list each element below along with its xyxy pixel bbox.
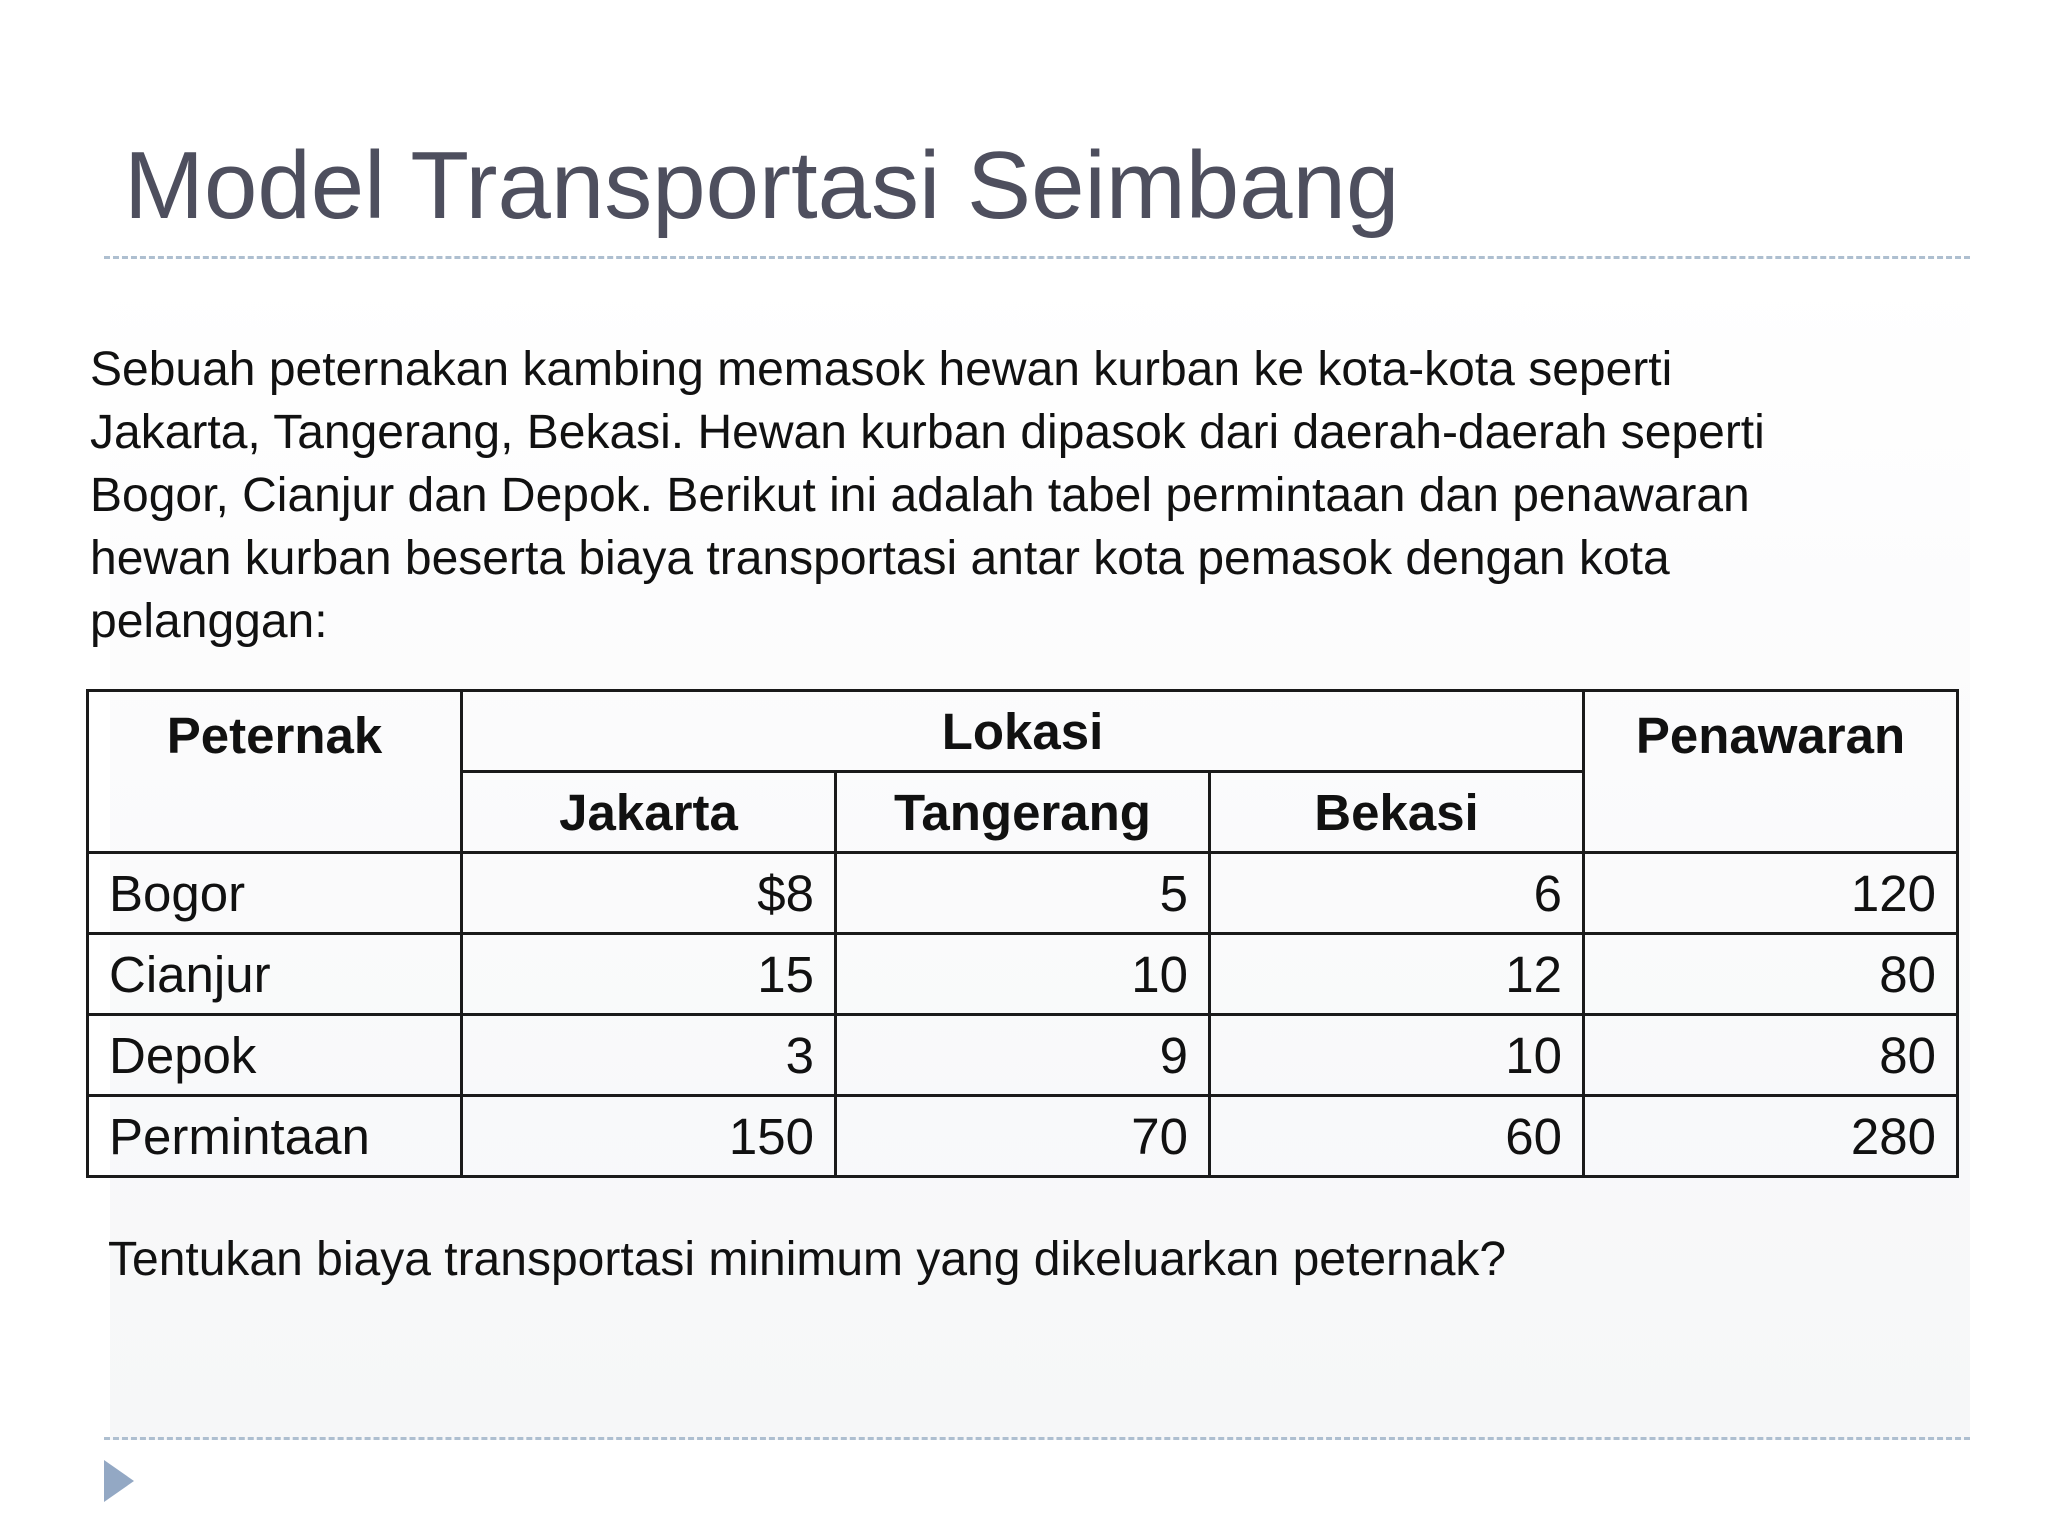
header-peternak: Peternak <box>88 691 462 853</box>
header-location: Tangerang <box>836 772 1210 853</box>
demand-cell: 60 <box>1210 1096 1584 1177</box>
table-row <box>88 853 1958 934</box>
supply-cell: 120 <box>1584 853 1958 934</box>
intro-paragraph <box>90 338 1970 653</box>
intro-line: Bogor, Cianjur dan Depok. Berikut ini adalah tabel permintaan dan penawaran <box>90 469 1750 522</box>
cost-cell: 5 <box>836 853 1210 934</box>
row-label: Cianjur <box>88 934 462 1015</box>
demand-cell: 150 <box>462 1096 836 1177</box>
intro-line: Jakarta, Tangerang, Bekasi. Hewan kurban dipasok dari daerah-daerah seperti <box>90 406 1765 459</box>
cost-cell: 9 <box>836 1015 1210 1096</box>
row-label: Bogor <box>88 853 462 934</box>
cost-cell: 15 <box>462 934 836 1015</box>
table-row-demand <box>88 1096 1958 1177</box>
supply-cell: 80 <box>1584 934 1958 1015</box>
row-label: Permintaan <box>88 1096 462 1177</box>
title-divider <box>104 256 1970 259</box>
footer-divider <box>104 1437 1970 1440</box>
header-lokasi: Lokasi <box>462 691 1584 772</box>
slide-title: Model Transportasi Seimbang <box>124 132 1400 239</box>
supply-cell: 80 <box>1584 1015 1958 1096</box>
table-header-row <box>88 691 1958 772</box>
intro-line: pelanggan: <box>90 595 328 648</box>
intro-line: Sebuah peternakan kambing memasok hewan kurban ke kota-kota seperti <box>90 343 1673 396</box>
table-row <box>88 1015 1958 1096</box>
demand-cell: 70 <box>836 1096 1210 1177</box>
cost-cell: 10 <box>1210 1015 1584 1096</box>
cost-cell: 10 <box>836 934 1210 1015</box>
cost-cell: 12 <box>1210 934 1584 1015</box>
question-text: Tentukan biaya transportasi minimum yang dikeluarkan peternak? <box>108 1233 1507 1286</box>
transport-cost-table <box>86 689 1959 1178</box>
cost-cell: 6 <box>1210 853 1584 934</box>
cost-cell: 3 <box>462 1015 836 1096</box>
total-cell: 280 <box>1584 1096 1958 1177</box>
header-location: Bekasi <box>1210 772 1584 853</box>
table-row <box>88 934 1958 1015</box>
header-location: Jakarta <box>462 772 836 853</box>
intro-line: hewan kurban beserta biaya transportasi antar kota pemasok dengan kota <box>90 532 1670 585</box>
triangle-right-icon <box>104 1460 134 1502</box>
header-penawaran: Penawaran <box>1584 691 1958 853</box>
row-label: Depok <box>88 1015 462 1096</box>
cost-cell: $8 <box>462 853 836 934</box>
